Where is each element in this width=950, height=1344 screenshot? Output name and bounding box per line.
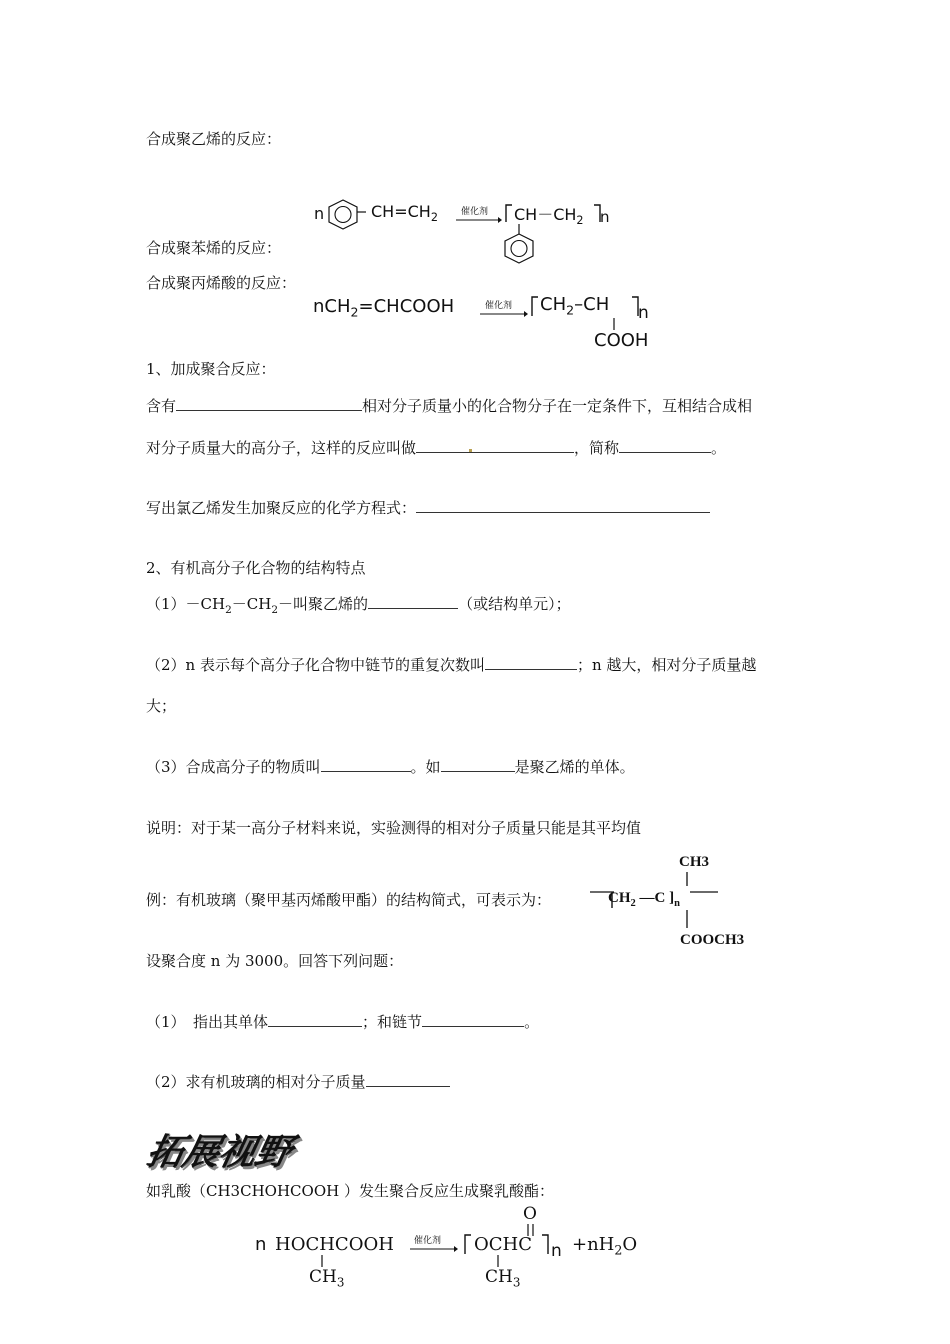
close-bracket-icon — [540, 1232, 550, 1256]
catalyst-label: 催化剂 — [414, 1236, 442, 1246]
carboxyl-group: COOH — [594, 330, 649, 351]
pe-reaction-label: 合成聚乙烯的反应： — [146, 130, 282, 148]
styrene-n-out: n — [600, 208, 610, 226]
blank-field[interactable] — [366, 1072, 450, 1087]
open-bracket-icon — [530, 294, 540, 318]
carbonyl-oxygen: O — [523, 1204, 537, 1224]
blank-field[interactable] — [176, 396, 362, 411]
extended-horizons-banner: 拓展视野 — [143, 1132, 296, 1173]
reaction-arrow-icon — [480, 310, 528, 318]
item-2: （2）n 表示每个高分子化合物中链节的重复次数叫 ；n 越大，相对分子质量越 — [146, 656, 757, 674]
question-1: （1） 指出其单体 ；和链节 。 — [146, 1013, 540, 1031]
open-bracket-icon — [504, 202, 514, 224]
section-1-paragraph-2: 对分子质量大的高分子，这样的反应叫做 ，简称 。 — [146, 439, 727, 457]
open-bracket-icon — [463, 1232, 473, 1256]
ps-reaction-label: 合成聚苯烯的反应： — [146, 239, 282, 257]
blank-field[interactable] — [422, 1012, 524, 1027]
section-1-paragraph-3: 写出氯乙烯发生加聚反应的化学方程式： — [146, 498, 710, 518]
note: 说明：对于某一高分子材料来说，实验测得的相对分子质量只能是其平均值 — [146, 819, 642, 837]
acrylic-monomer: nCH$_2$=CHCOOH — [313, 296, 455, 320]
lactic-monomer: HOCHCOOH — [275, 1234, 394, 1255]
blank-field[interactable] — [268, 1012, 362, 1027]
blank-field[interactable] — [416, 438, 574, 453]
section-1-paragraph-1: 含有 相对分子质量小的化合物分子在一定条件下，互相结合成相 — [146, 397, 753, 415]
polyacrylic-chain: $CH_2-CH$ — [540, 294, 610, 318]
polystyrene-chain: $CH-CH_2$ — [514, 205, 584, 228]
catalyst-label: 催化剂 — [461, 207, 489, 217]
lactic-methyl: $CH_3$ — [309, 1267, 345, 1290]
lactic-n: n — [255, 1234, 267, 1255]
pmma-chain: $CH_2$ —C ]$_n$ — [608, 890, 680, 909]
paa-reaction-label: 合成聚丙烯酸的反应： — [146, 274, 297, 292]
bond-line-icon — [685, 910, 689, 930]
reaction-arrow-icon — [456, 216, 502, 224]
stray-dot — [469, 449, 472, 452]
question-2: （2）求有机玻璃的相对分子质量 — [146, 1072, 450, 1092]
catalyst-label: 催化剂 — [485, 301, 513, 311]
lactic-n-out: n — [551, 1241, 562, 1261]
reaction-arrow-icon — [410, 1245, 458, 1253]
water-product: $+nH_2O$ — [572, 1234, 638, 1258]
acrylic-n-out: n — [638, 303, 649, 323]
styrene-vinyl: $CH=CH_2$ — [371, 202, 438, 225]
lactic-acid-intro: 如乳酸（CH3CHOHCOOH ）发生聚合反应生成聚乳酸酯： — [146, 1182, 554, 1200]
section-2-title: 2、有机高分子化合物的结构特点 — [146, 559, 366, 577]
item-1: $(1)-CH_2-CH_2-$叫聚乙烯的 （或结构单元）； — [146, 595, 571, 616]
blank-field[interactable] — [441, 757, 515, 772]
pendant-benzene-icon — [500, 224, 540, 270]
item-2-continued: 大； — [146, 697, 177, 715]
blank-field[interactable] — [321, 757, 411, 772]
equation-blank[interactable] — [416, 498, 710, 513]
item-3: （3）合成高分子的物质叫 。如 是聚乙烯的单体。 — [146, 758, 635, 776]
blank-field[interactable] — [368, 594, 458, 609]
pmma-methyl: CH3 — [679, 854, 709, 870]
polylactide-unit: OCHC — [474, 1234, 532, 1255]
product-methyl: $CH_3$ — [485, 1267, 521, 1290]
section-1-title: 1、加成聚合反应： — [146, 360, 276, 378]
example: 例：有机玻璃（聚甲基丙烯酸甲酯）的结构简式，可表示为： — [146, 891, 552, 909]
styrene-n: n — [314, 204, 325, 223]
degree-statement: 设聚合度 n 为 3000。回答下列问题： — [146, 952, 404, 970]
pmma-ester: COOCH3 — [680, 932, 745, 948]
bond-line-icon — [685, 872, 689, 888]
blank-field[interactable] — [485, 655, 577, 670]
benzene-ring-icon — [326, 198, 366, 232]
blank-field[interactable] — [619, 438, 711, 453]
